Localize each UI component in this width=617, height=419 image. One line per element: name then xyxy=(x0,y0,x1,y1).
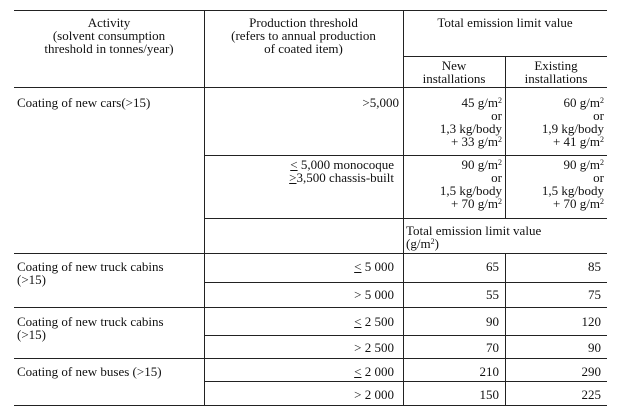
buses-row2-threshold: > 2 000 xyxy=(354,387,394,402)
cars-row2-threshold-b: >3,500 chassis-built xyxy=(289,170,394,185)
subheader-total-limit xyxy=(406,224,541,250)
truck2-activity xyxy=(17,315,164,341)
header-threshold-line3: of coated item) xyxy=(264,41,343,56)
cars-row2-threshold-a: < 5,000 monocoque xyxy=(290,157,394,172)
truck2-row2-threshold: > 2 500 xyxy=(354,340,394,355)
cars-row2-threshold xyxy=(204,158,394,184)
cars-row2-existing-a: 90 $g/m^2$ xyxy=(563,157,604,172)
buses-row1-existing: 290 xyxy=(581,364,601,379)
truck2-row2-new: 70 xyxy=(486,340,499,355)
truck2-activity-line2: (>15) xyxy=(17,327,46,342)
cars-row1-existing-b: 1,9 kg/body xyxy=(541,121,604,136)
cars-row1-new-a: 45 $g/m^2$ xyxy=(461,95,502,110)
header-threshold-line1: Production threshold xyxy=(249,15,358,30)
cars-row1-existing-a: 60 $g/m^2$ xyxy=(563,95,604,110)
cars-row1-new-or: or xyxy=(491,108,502,123)
rule-bottom xyxy=(14,405,607,406)
buses-activity: Coating of new buses (>15) xyxy=(17,364,162,379)
header-threshold-line2: (refers to annual production xyxy=(231,28,376,43)
header-activity xyxy=(14,16,204,55)
header-activity-line1: Activity xyxy=(87,15,131,30)
subheader-line1: Total emission limit value xyxy=(406,223,542,238)
header-total-limit: Total emission limit value xyxy=(437,15,573,30)
rule-truck2-mid xyxy=(204,335,607,336)
cars-row1-existing-or: or xyxy=(593,108,604,123)
cars-row1-existing xyxy=(505,96,604,148)
truck1-activity-line1: Coating of new truck cabins xyxy=(17,259,164,274)
truck1-row2-existing: 75 xyxy=(588,287,601,302)
rule-truck2-bottom xyxy=(14,358,607,359)
truck2-row1-new: 90 xyxy=(486,314,499,329)
header-activity-line2: (solvent consumption xyxy=(52,28,166,43)
truck1-row1-existing: 85 xyxy=(588,259,601,274)
cars-row2-new xyxy=(403,158,502,210)
header-activity-line3: threshold in tonnes/year) xyxy=(44,41,174,56)
cars-row1-new xyxy=(403,96,502,148)
cars-row1-threshold: >5,000 xyxy=(362,95,399,110)
cars-row2-existing xyxy=(505,158,604,210)
cars-row2-existing-b: 1,5 kg/body xyxy=(541,183,604,198)
truck1-row1-new: 65 xyxy=(486,259,499,274)
rule-bus-mid xyxy=(204,381,607,382)
rule-cars-bottom xyxy=(204,218,607,219)
cars-row1-new-b: 1,3 kg/body xyxy=(439,121,502,136)
rule-subheader-bottom xyxy=(14,253,607,254)
header-new-line2: installations xyxy=(422,71,486,86)
subheader-line2: $(g/m^2)$ xyxy=(406,236,439,251)
buses-row2-existing: 225 xyxy=(581,387,601,402)
header-threshold xyxy=(204,16,403,55)
truck1-row2-new: 55 xyxy=(486,287,499,302)
cars-activity: Coating of new cars(>15) xyxy=(17,95,151,110)
truck1-row1-threshold: < 5 000 xyxy=(354,259,394,274)
rule-header-bottom xyxy=(14,87,607,88)
cars-row2-new-a: 90 $g/m^2$ xyxy=(461,157,502,172)
rule-col-3-bottom xyxy=(505,253,506,405)
truck1-row2-threshold: > 5 000 xyxy=(354,287,394,302)
buses-row1-threshold: < 2 000 xyxy=(354,364,394,379)
truck1-activity-line2: (>15) xyxy=(17,272,46,287)
header-new-line1: New xyxy=(441,58,467,73)
rule-cars-mid xyxy=(204,155,607,156)
truck2-row1-threshold: < 2 500 xyxy=(354,314,394,329)
cars-row2-new-b: 1,5 kg/body xyxy=(439,183,502,198)
truck1-activity xyxy=(17,260,164,286)
cars-row2-new-c: + 70 $g/m^2$ xyxy=(450,196,502,211)
header-existing-installations xyxy=(505,59,607,85)
header-existing-line1: Existing xyxy=(534,58,578,73)
truck2-row2-existing: 90 xyxy=(588,340,601,355)
rule-truck1-bottom xyxy=(14,307,607,308)
cars-row2-existing-c: + 70 $g/m^2$ xyxy=(552,196,604,211)
rule-top xyxy=(14,10,607,11)
header-new-installations xyxy=(403,59,505,85)
truck2-activity-line1: Coating of new truck cabins xyxy=(17,314,164,329)
cars-row2-new-or: or xyxy=(491,170,502,185)
rule-truck1-mid xyxy=(204,282,607,283)
cars-row1-existing-c: + 41 $g/m^2$ xyxy=(552,134,604,149)
cars-row2-existing-or: or xyxy=(593,170,604,185)
buses-row2-new: 150 xyxy=(479,387,499,402)
cars-row1-new-c: + 33 $g/m^2$ xyxy=(450,134,502,149)
header-existing-line2: installations xyxy=(524,71,588,86)
truck2-row1-existing: 120 xyxy=(581,314,601,329)
buses-row1-new: 210 xyxy=(479,364,499,379)
